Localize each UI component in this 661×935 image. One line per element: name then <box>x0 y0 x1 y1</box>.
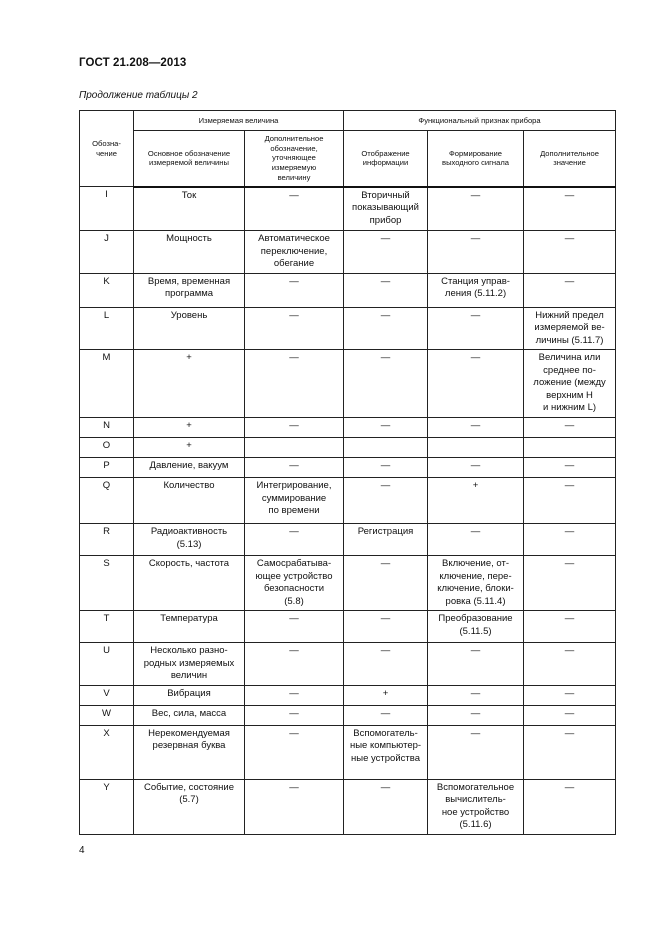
main-designation-cell: Количество <box>134 478 245 524</box>
main-designation-cell: Нерекомендуемая резервная буква <box>134 725 245 779</box>
output-signal-cell: — <box>428 307 524 350</box>
output-signal-cell: — <box>428 350 524 418</box>
output-signal-cell: Преобразование (5.11.5) <box>428 611 524 643</box>
display-cell: Регистрация <box>344 524 428 556</box>
row-code: K <box>80 273 134 307</box>
designation-table <box>79 110 616 835</box>
row-code: M <box>80 350 134 418</box>
additional-value-cell: Нижний предел измеряемой ве- личины (5.11.7) <box>524 307 616 350</box>
output-signal-cell: + <box>428 478 524 524</box>
output-signal-cell: — <box>428 725 524 779</box>
output-signal-cell: — <box>428 705 524 725</box>
additional-designation-cell: — <box>245 685 344 705</box>
additional-designation-cell: — <box>245 307 344 350</box>
table-row <box>80 524 616 556</box>
main-designation-cell: Событие, состояние (5.7) <box>134 779 245 834</box>
main-designation-cell: Мощность <box>134 231 245 274</box>
main-designation-cell: Радиоактивность (5.13) <box>134 524 245 556</box>
row-code: Q <box>80 478 134 524</box>
additional-value-cell: — <box>524 273 616 307</box>
table-header <box>80 111 616 187</box>
display-cell: + <box>344 685 428 705</box>
main-designation-cell: Несколько разно- родных измеряемых величин <box>134 643 245 686</box>
table-row <box>80 458 616 478</box>
table-caption: Продолжение таблицы 2 <box>79 90 198 101</box>
display-cell: — <box>344 458 428 478</box>
additional-value-cell: — <box>524 705 616 725</box>
display-cell <box>344 438 428 458</box>
output-signal-cell: — <box>428 418 524 438</box>
output-signal-cell: — <box>428 231 524 274</box>
main-designation-cell: + <box>134 350 245 418</box>
row-code: O <box>80 438 134 458</box>
additional-value-cell: — <box>524 187 616 231</box>
table-row <box>80 478 616 524</box>
row-code: T <box>80 611 134 643</box>
row-code: U <box>80 643 134 686</box>
output-signal-cell: — <box>428 458 524 478</box>
display-cell: — <box>344 611 428 643</box>
additional-designation-cell: — <box>245 273 344 307</box>
additional-value-cell: — <box>524 458 616 478</box>
additional-designation-cell: — <box>245 779 344 834</box>
display-cell: — <box>344 478 428 524</box>
output-signal-cell <box>428 438 524 458</box>
table-row <box>80 418 616 438</box>
additional-designation-cell: — <box>245 643 344 686</box>
table-row <box>80 273 616 307</box>
additional-designation-cell: — <box>245 524 344 556</box>
display-cell: — <box>344 705 428 725</box>
table-row <box>80 779 616 834</box>
header-main-designation: Основное обозначение измеряемой величины <box>134 131 245 187</box>
display-cell: — <box>344 643 428 686</box>
additional-value-cell: — <box>524 779 616 834</box>
output-signal-cell: — <box>428 187 524 231</box>
header-additional-designation: Дополнительное обозначение, уточняющее измеряемую величину <box>245 131 344 187</box>
row-code: I <box>80 187 134 231</box>
main-designation-cell: Температура <box>134 611 245 643</box>
table-row <box>80 350 616 418</box>
table-row <box>80 705 616 725</box>
header-functional-feature: Функциональный признак прибора <box>344 111 616 131</box>
row-code: X <box>80 725 134 779</box>
additional-value-cell: — <box>524 478 616 524</box>
display-cell: — <box>344 779 428 834</box>
row-code: N <box>80 418 134 438</box>
display-cell: — <box>344 350 428 418</box>
additional-designation-cell: Автоматическое переключение, обегание <box>245 231 344 274</box>
output-signal-cell: Вспомогательное вычислитель- ное устройство (5.11.6) <box>428 779 524 834</box>
main-designation-cell: Скорость, частота <box>134 556 245 611</box>
additional-value-cell: — <box>524 418 616 438</box>
additional-value-cell: — <box>524 231 616 274</box>
table-row <box>80 725 616 779</box>
display-cell: — <box>344 307 428 350</box>
additional-value-cell: — <box>524 556 616 611</box>
table-row <box>80 231 616 274</box>
main-designation-cell: Время, временная программа <box>134 273 245 307</box>
additional-designation-cell: Интегрирование, суммирование по времени <box>245 478 344 524</box>
main-designation-cell: + <box>134 418 245 438</box>
output-signal-cell: — <box>428 685 524 705</box>
main-designation-cell: Уровень <box>134 307 245 350</box>
row-code: V <box>80 685 134 705</box>
additional-designation-cell: — <box>245 458 344 478</box>
additional-value-cell: — <box>524 524 616 556</box>
header-designation: Обозна- чение <box>80 111 134 187</box>
row-code: W <box>80 705 134 725</box>
display-cell: — <box>344 231 428 274</box>
table-row <box>80 187 616 231</box>
additional-designation-cell: — <box>245 187 344 231</box>
display-cell: Вторичный показывающий прибор <box>344 187 428 231</box>
table-row <box>80 438 616 458</box>
additional-designation-cell: — <box>245 611 344 643</box>
additional-designation-cell: — <box>245 705 344 725</box>
main-designation-cell: Давление, вакуум <box>134 458 245 478</box>
additional-designation-cell: Самосрабатыва- ющее устройство безопасности (5.8) <box>245 556 344 611</box>
additional-value-cell: — <box>524 725 616 779</box>
main-designation-cell: Ток <box>134 187 245 231</box>
additional-value-cell: — <box>524 685 616 705</box>
header-output-signal: Формирование выходного сигнала <box>428 131 524 187</box>
output-signal-cell: Станция управ- ления (5.11.2) <box>428 273 524 307</box>
main-designation-cell: Вибрация <box>134 685 245 705</box>
row-code: J <box>80 231 134 274</box>
row-code: P <box>80 458 134 478</box>
display-cell: — <box>344 556 428 611</box>
row-code: R <box>80 524 134 556</box>
display-cell: — <box>344 418 428 438</box>
additional-value-cell: — <box>524 611 616 643</box>
display-cell: Вспомогатель- ные компьютер- ные устройства <box>344 725 428 779</box>
header-measured-quantity: Измеряемая величина <box>134 111 344 131</box>
table-row <box>80 643 616 686</box>
table-body <box>80 187 616 835</box>
header-information-display: Отображение информации <box>344 131 428 187</box>
page-number: 4 <box>79 845 85 856</box>
additional-designation-cell: — <box>245 725 344 779</box>
document-code: ГОСТ 21.208—2013 <box>79 57 187 69</box>
additional-value-cell: — <box>524 643 616 686</box>
additional-designation-cell: — <box>245 418 344 438</box>
output-signal-cell: Включение, от- ключение, пере- ключение, блоки- ровка (5.11.4) <box>428 556 524 611</box>
additional-designation-cell: — <box>245 350 344 418</box>
row-code: L <box>80 307 134 350</box>
row-code: S <box>80 556 134 611</box>
output-signal-cell: — <box>428 524 524 556</box>
additional-designation-cell <box>245 438 344 458</box>
header-additional-value: Дополнительное значение <box>524 131 616 187</box>
main-designation-cell: + <box>134 438 245 458</box>
table-row <box>80 685 616 705</box>
display-cell: — <box>344 273 428 307</box>
table-row <box>80 611 616 643</box>
output-signal-cell: — <box>428 643 524 686</box>
main-designation-cell: Вес, сила, масса <box>134 705 245 725</box>
table-row <box>80 307 616 350</box>
row-code: Y <box>80 779 134 834</box>
additional-value-cell <box>524 438 616 458</box>
additional-value-cell: Величина или среднее по- ложение (между верхним H и нижним L) <box>524 350 616 418</box>
table-row <box>80 556 616 611</box>
